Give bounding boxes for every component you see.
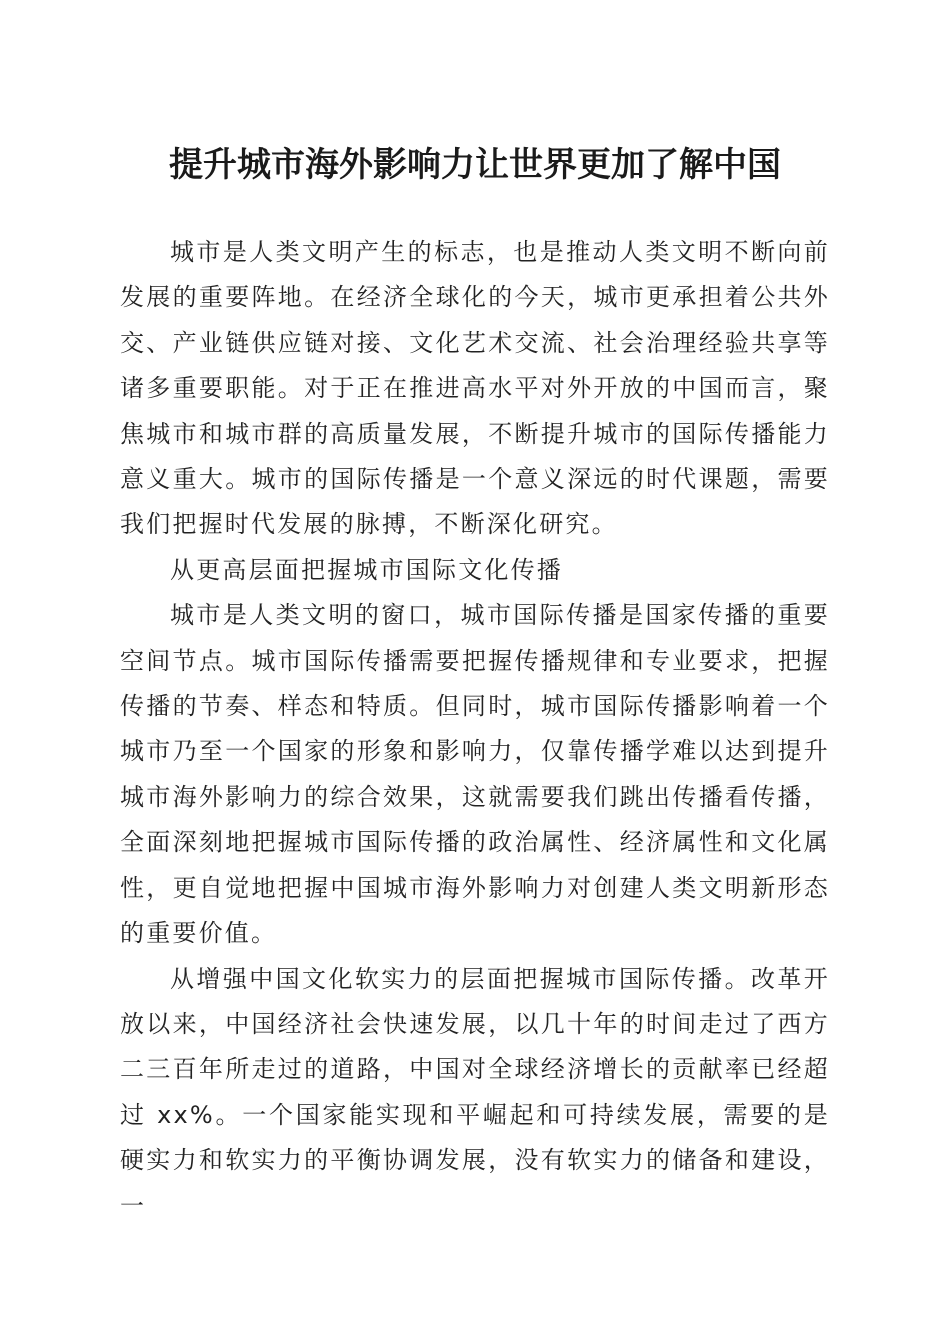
paragraph-intro: 城市是人类文明产生的标志，也是推动人类文明不断向前发展的重要阵地。在经济全球化的今天，城市更承担着公共外交、产业链供应链对接、文化艺术交流、社会治理经验共享等诸多重要职能。对于正在推进高水平对外开放的中国而言，聚焦城市和城市群的高质量发展，不断提升城市的国际传播能力意义重大。城市的国际传播是一个意义深远的时代课题，需要我们把握时代发展的脉搏，不断深化研究。 [120,238,830,539]
paragraph-soft-power: 从增强中国文化软实力的层面把握城市国际传播。改革开放以来，中国经济社会快速发展，以几十年的时间走过了西方二三百年所走过的道路，中国对全球经济增长的贡献率已经超过 xx%。一个国家能实现和平崛起和可持续发展，需要的是硬实力和软实力的平衡协调发展，没有软实力的储备和建设，一 [120,964,830,1220]
document-body [120,230,830,1229]
paragraph-window: 城市是人类文明的窗口，城市国际传播是国家传播的重要空间节点。城市国际传播需要把握传播规律和专业要求，把握传播的节奏、样态和特质。但同时，城市国际传播影响着一个城市乃至一个国家的形象和影响力，仅靠传播学难以达到提升城市海外影响力的综合效果，这就需要我们跳出传播看传播，全面深刻地把握城市国际传播的政治属性、经济属性和文化属性，更自觉地把握中国城市海外影响力对创建人类文明新形态的重要价值。 [120,601,830,948]
document-title: 提升城市海外影响力让世界更加了解中国 [169,145,781,185]
section-heading: 从更高层面把握城市国际文化传播 [170,555,563,584]
document-page [120,0,830,1344]
